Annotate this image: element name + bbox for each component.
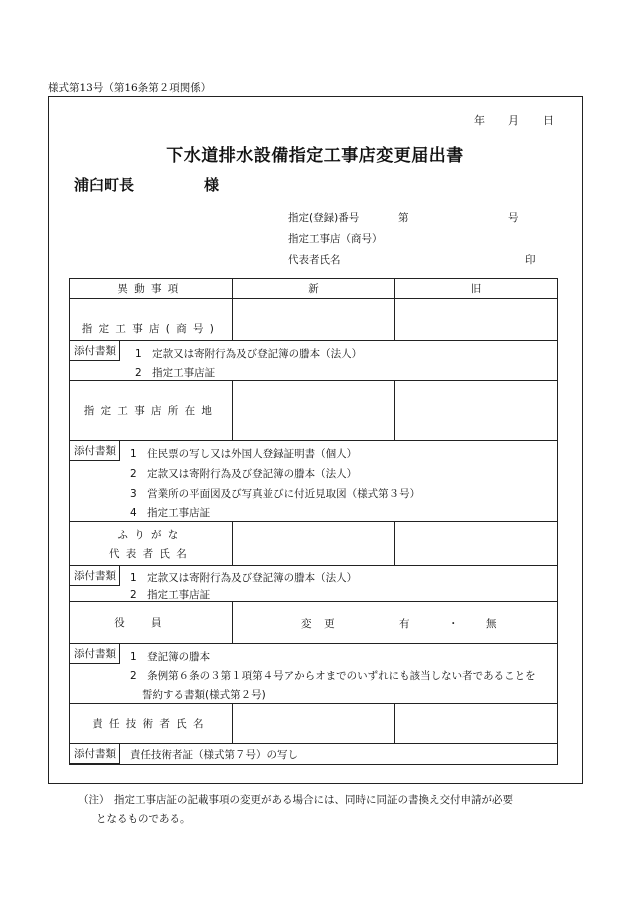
attachment-doc: 2 条例第６条の３第１項第４号アからオまでのいずれにも該当しない者であることを — [130, 670, 536, 682]
header-new: 新 — [233, 279, 395, 299]
header-change-item: 異動事項 — [70, 279, 233, 299]
document-title: 下水道排水設備指定工事店変更届出書 — [166, 146, 464, 166]
engineer-old-cell — [395, 704, 558, 744]
representative-old-cell — [395, 522, 558, 566]
attachment-tag: 添付書類 — [70, 644, 120, 664]
seal-mark: 印 — [525, 254, 536, 266]
honorific: 様 — [204, 176, 220, 194]
addressee: 浦臼町長 — [74, 176, 135, 194]
shop-name-new-cell — [233, 299, 395, 341]
table-row — [70, 644, 558, 704]
table-row — [70, 341, 558, 381]
attachment-doc: 1 定款又は寄附行為及び登記簿の謄本（法人） — [130, 572, 358, 584]
attachment-doc: 責任技術者証（様式第７号）の写し — [130, 749, 298, 761]
change-items-table — [69, 278, 558, 765]
representative-new-cell — [233, 522, 395, 566]
header-old: 旧 — [395, 279, 558, 299]
attachment-doc: 4 指定工事店証 — [130, 507, 211, 519]
table-row — [70, 299, 558, 341]
representative-label: 代表者氏名 — [288, 254, 341, 266]
representative-name-label: 代表者氏名 — [109, 547, 193, 560]
attachment-doc: 2 指定工事店証 — [135, 367, 216, 379]
date-day: 日 — [543, 114, 554, 127]
representative-attachments — [70, 566, 558, 602]
attachment-doc: 1 住民票の写し又は外国人登録証明書（個人） — [130, 448, 358, 460]
attachment-tag: 添付書類 — [70, 441, 120, 461]
attachment-tag: 添付書類 — [70, 341, 120, 361]
date-month: 月 — [508, 114, 519, 127]
officers-item-label: 役員 — [70, 602, 233, 644]
officers-yes: 有 — [399, 618, 410, 630]
engineer-new-cell — [233, 704, 395, 744]
officers-change-cell — [233, 602, 558, 644]
designation-number-label: 指定(登録)番号 — [288, 212, 360, 224]
location-item-label: 指定工事店所在地 — [70, 381, 233, 441]
officers-attachments — [70, 644, 558, 704]
table-row — [70, 566, 558, 602]
table-row — [70, 704, 558, 744]
attachment-doc: 1 定款又は寄附行為及び登記簿の謄本（法人） — [135, 348, 363, 360]
attachment-doc: 誓約する書類(様式第２号) — [142, 689, 266, 701]
location-attachments — [70, 441, 558, 522]
note-line-1: 指定工事店証の記載事項の変更がある場合には、同時に同証の書換え交付申請が必要 — [114, 794, 513, 806]
shop-name-item-label: 指定工事店(商号) — [70, 299, 233, 341]
table-row — [70, 381, 558, 441]
attachment-doc: 2 定款又は寄附行為及び登記簿の謄本（法人） — [130, 468, 358, 480]
designation-dai: 第 — [398, 212, 409, 224]
location-new-cell — [233, 381, 395, 441]
attachment-doc: 3 営業所の平面図及び写真並びに付近見取図（様式第３号） — [130, 488, 421, 500]
engineer-attachments — [70, 744, 558, 765]
designation-go: 号 — [508, 212, 519, 224]
officers-no: 無 — [486, 618, 497, 630]
table-header-row — [70, 279, 558, 299]
attachment-tag: 添付書類 — [70, 744, 120, 764]
table-row — [70, 441, 558, 522]
shop-name-attachments — [70, 341, 558, 381]
attachment-tag: 添付書類 — [70, 566, 120, 586]
note-line-2: となるものである。 — [96, 813, 191, 825]
furigana-label: ふりがな — [117, 528, 185, 541]
date-year: 年 — [474, 114, 485, 127]
table-row — [70, 744, 558, 765]
note-prefix: （注） — [78, 794, 110, 806]
attachment-doc: 2 指定工事店証 — [130, 589, 211, 601]
location-old-cell — [395, 381, 558, 441]
representative-item-label — [70, 522, 233, 566]
shop-name-label: 指定工事店（商号） — [288, 233, 383, 245]
officers-separator: ・ — [448, 618, 459, 630]
engineer-item-label: 責任技術者氏名 — [70, 704, 233, 744]
table-row — [70, 522, 558, 566]
officers-change-label: 変更 — [301, 618, 348, 630]
table-row — [70, 602, 558, 644]
attachment-doc: 1 登記簿の謄本 — [130, 651, 211, 663]
shop-name-old-cell — [395, 299, 558, 341]
form-number: 様式第13号（第16条第２項関係） — [48, 82, 212, 94]
